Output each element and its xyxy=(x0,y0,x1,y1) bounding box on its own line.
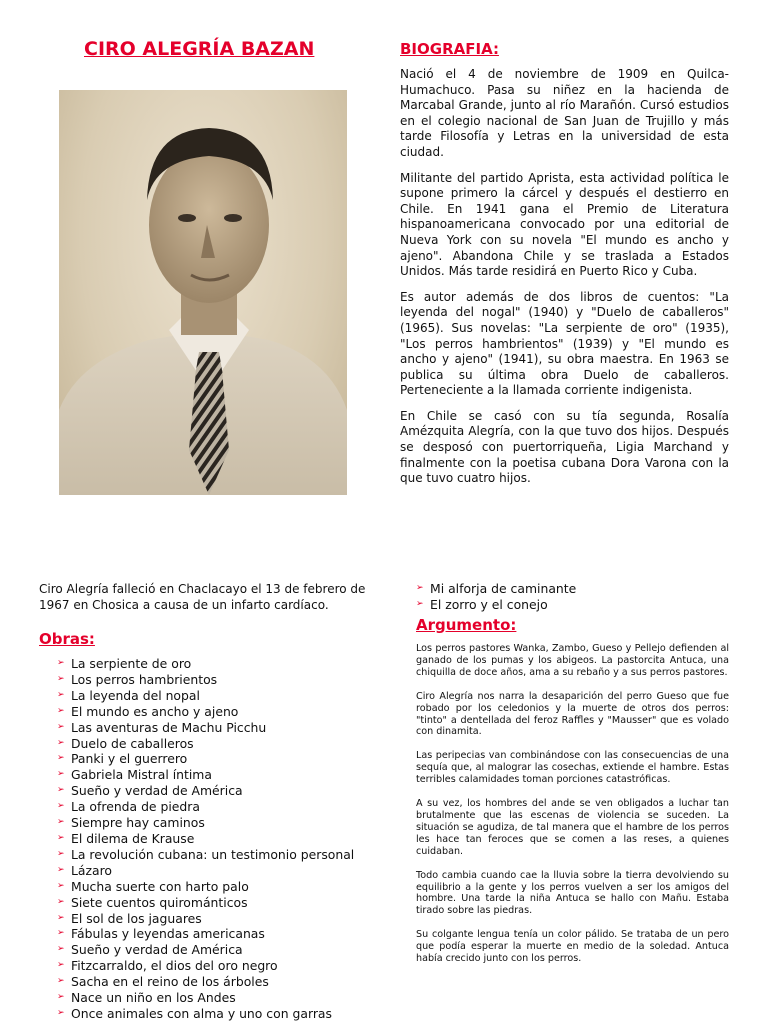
portrait-illustration xyxy=(59,90,347,495)
list-item: ➢ Duelo de caballeros xyxy=(57,735,194,751)
list-item: ➢ Fitzcarraldo, el dios del oro negro xyxy=(57,958,278,974)
argument-text xyxy=(416,643,729,977)
list-item: ➢ Mucha suerte con harto palo xyxy=(57,878,249,894)
list-item: ➢ Panki y el guerrero xyxy=(57,751,188,767)
argument-paragraph: Los perros pastores Wanka, Zambo, Gueso y Pellejo defienden al ganado de los pumas y los abigeos. La pastorcita Antuca, una chiquilla de doce años, ama a su rebaño y a sus perros pastores. xyxy=(416,643,729,678)
list-item: ➢ Siete cuentos quirománticos xyxy=(57,894,248,910)
arrow-bullet-icon: ➢ xyxy=(416,583,424,593)
arrow-bullet-icon: ➢ xyxy=(57,705,65,716)
biography-heading: BIOGRAFIA: xyxy=(400,40,499,58)
list-item: ➢ Siempre hay caminos xyxy=(57,815,205,831)
argument-paragraph: Las peripecias van combinándose con las consecuencias de una sequía que, al malograr las cosechas, extiende el hambre. Estas terribles calamidades toman porciones catastróficas. xyxy=(416,750,729,786)
arrow-bullet-icon: ➢ xyxy=(57,673,65,684)
death-note: Ciro Alegría falleció en Chaclacayo el 13 de febrero de 1967 en Chosica a causa de un infarto cardíaco. xyxy=(39,582,366,612)
list-item: ➢ El sol de los jaguares xyxy=(57,910,202,926)
list-item: ➢ Los perros hambrientos xyxy=(57,671,218,687)
list-item: ➢ Mi alforja de caminante xyxy=(416,581,577,596)
arrow-bullet-icon: ➢ xyxy=(57,976,65,987)
arrow-bullet-icon: ➢ xyxy=(57,960,65,971)
argument-heading: Argumento: xyxy=(416,616,517,634)
list-item: ➢ La ofrenda de piedra xyxy=(57,799,200,815)
works-list-continued xyxy=(416,581,576,613)
page-title: CIRO ALEGRÍA BAZAN xyxy=(84,38,315,60)
arrow-bullet-icon: ➢ xyxy=(57,896,65,907)
arrow-bullet-icon: ➢ xyxy=(57,737,65,748)
works-list xyxy=(57,656,354,1022)
arrow-bullet-icon: ➢ xyxy=(57,817,65,828)
biography-paragraph: Nació el 4 de noviembre de 1909 en Quilca-Humachuco. Pasa su niñez en la hacienda de Marcabal Grande, junto al río Marañón. Cursó estudios en el colegio nacional de San Juan de Trujillo y más tarde Filosofía y Letras en la universidad de esta ciudad. xyxy=(400,67,729,159)
arrow-bullet-icon: ➢ xyxy=(57,848,65,859)
arrow-bullet-icon: ➢ xyxy=(416,598,424,609)
arrow-bullet-icon: ➢ xyxy=(57,689,65,700)
biography-paragraph: En Chile se casó con su tía segunda, Rosalía Amézquita Alegría, con la que tuvo dos hijos. Después se desposó con puertorriqueña, Ligia Marchand y finalmente con la poetisa cubana Dora Varona con la que tuvo cuatro hijos. xyxy=(400,408,729,486)
arrow-bullet-icon: ➢ xyxy=(57,1007,65,1018)
portrait-photo xyxy=(59,90,347,495)
works-heading: Obras: xyxy=(39,630,95,648)
list-item: ➢ Las aventuras de Machu Picchu xyxy=(57,719,267,735)
list-item: ➢ Once animales con alma y uno con garras xyxy=(57,1005,332,1021)
list-item: ➢ Nace un niño en los Andes xyxy=(57,990,236,1006)
biography-paragraph: Es autor además de dos libros de cuentos: "La leyenda del nogal" (1940) y "Duelo de caballeros" (1965). Sus novelas: "La serpiente de oro" (1935), "Los perros hambrientos" (1939) y "El mundo es ancho y ajeno" (1941), su obra maestra. En 1963 se publica su última obra Duelo de caballeros. Perteneciente a la llamada corriente indigenista. xyxy=(400,289,729,398)
arrow-bullet-icon: ➢ xyxy=(57,658,65,668)
arrow-bullet-icon: ➢ xyxy=(57,721,65,732)
arrow-bullet-icon: ➢ xyxy=(57,992,65,1003)
arrow-bullet-icon: ➢ xyxy=(57,769,65,780)
list-item: ➢ El mundo es ancho y ajeno xyxy=(57,703,239,719)
biography-text xyxy=(400,67,729,497)
arrow-bullet-icon: ➢ xyxy=(57,801,65,812)
arrow-bullet-icon: ➢ xyxy=(57,864,65,875)
list-item: ➢ La serpiente de oro xyxy=(57,656,192,671)
argument-paragraph: Todo cambia cuando cae la lluvia sobre la tierra devolviendo su equilibrio a la gente y los perros vuelven a ser los amigos del hombre. Una tarde la niña Antuca se hallo con Mañu. Estaba tirado sobre las piedras. xyxy=(416,869,729,917)
list-item: ➢ Sueño y verdad de América xyxy=(57,783,243,799)
list-item: ➢ Fábulas y leyendas americanas xyxy=(57,926,265,942)
list-item: ➢ Lázaro xyxy=(57,862,112,878)
arrow-bullet-icon: ➢ xyxy=(57,880,65,891)
argument-paragraph: Su colgante lengua tenía un color pálido. Se trataba de un pero que podía esperar la muerte en medio de la soledad. Antuca había crecido junto con los perros. xyxy=(416,929,729,965)
arrow-bullet-icon: ➢ xyxy=(57,785,65,796)
argument-paragraph: Ciro Alegría nos narra la desaparición del perro Gueso que fue robado por los celedonios y la muerte de otros dos perros: "tinto" a dentellada del feroz Raffles y "Mausser" que es volado con dinamita. xyxy=(416,690,729,738)
list-item: ➢ El zorro y el conejo xyxy=(416,596,548,612)
list-item: ➢ Gabriela Mistral íntima xyxy=(57,767,212,783)
list-item: ➢ La leyenda del nopal xyxy=(57,687,200,703)
arrow-bullet-icon: ➢ xyxy=(57,832,65,843)
arrow-bullet-icon: ➢ xyxy=(57,928,65,939)
argument-paragraph: A su vez, los hombres del ande se ven obligados a luchar tan brutalmente que las escenas de violencia se suceden. La situación se agudiza, de tal manera que el hambre de los perros les hace tan feroces que se comen a las reses, a quienes cuidaban. xyxy=(416,798,729,857)
arrow-bullet-icon: ➢ xyxy=(57,753,65,764)
arrow-bullet-icon: ➢ xyxy=(57,912,65,923)
list-item: ➢ La revolución cubana: un testimonio personal xyxy=(57,846,355,862)
arrow-bullet-icon: ➢ xyxy=(57,944,65,955)
list-item: ➢ El dilema de Krause xyxy=(57,830,195,846)
list-item: ➢ Sueño y verdad de América xyxy=(57,942,243,958)
biography-paragraph: Militante del partido Aprista, esta actividad política le supone primero la cárcel y después el destierro en Chile. En 1941 gana el Premio de Literatura hispanoamericana convocado por una editorial de Nueva York con su novela "El mundo es ancho y ajeno". Abandona Chile y se traslada a Estados Unidos. Más tarde residirá en Puerto Rico y Cuba. xyxy=(400,170,729,279)
list-item: ➢ Sacha en el reino de los árboles xyxy=(57,974,269,990)
